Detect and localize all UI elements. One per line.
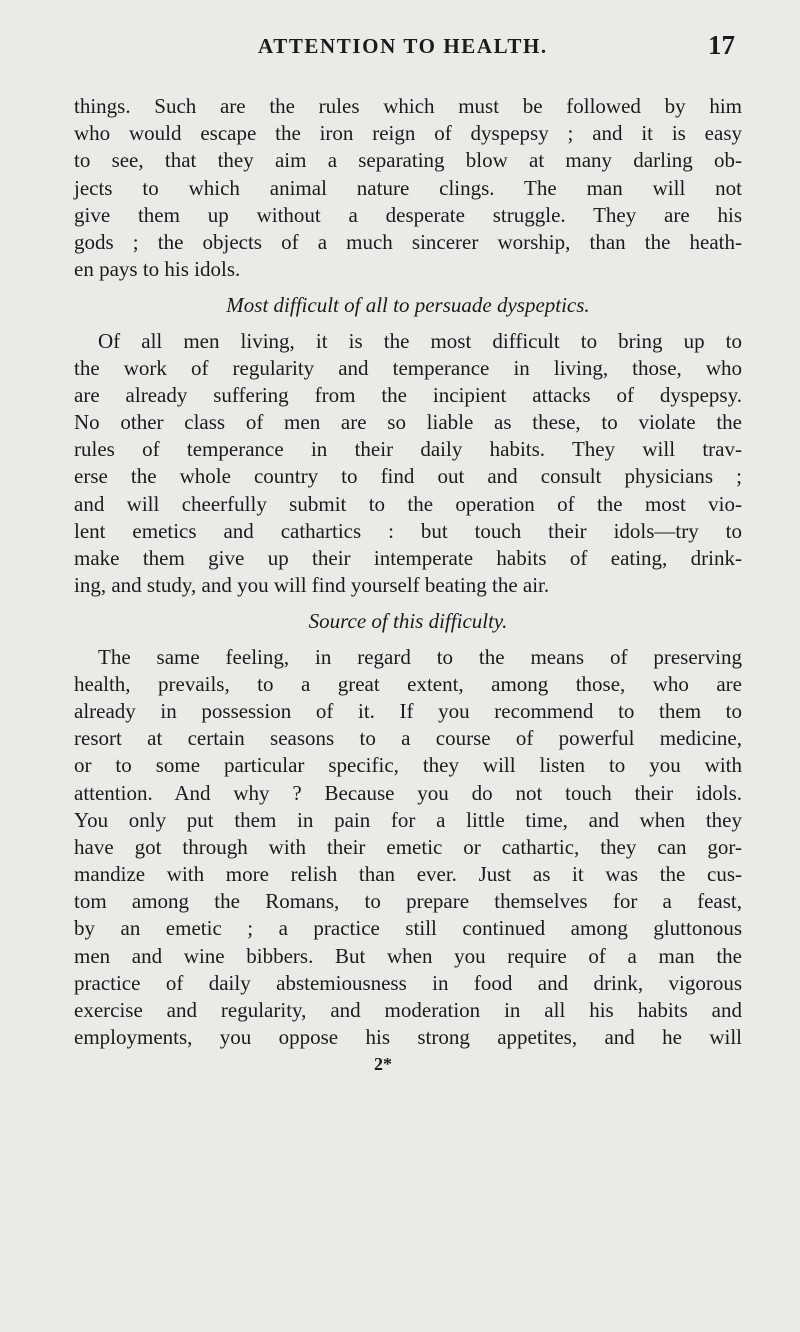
text-line: or to some particular specific, they will listen to you with	[74, 753, 742, 778]
text-line: men and wine bibbers. But when you require of a man the	[74, 943, 742, 968]
page-header	[0, 30, 800, 74]
section-heading: Source of this difficulty.	[308, 609, 508, 634]
text-line: rules of temperance in their daily habits. They will trav-	[74, 437, 742, 462]
text-line: practice of daily abstemiousness in food and drink, vigorous	[74, 970, 742, 995]
text-line: Of all men living, it is the most difficult to bring up to	[98, 328, 742, 353]
text-line: resort at certain seasons to a course of powerful medicine,	[74, 726, 742, 751]
text-line: attention. And why ? Because you do not touch their idols.	[74, 780, 742, 805]
text-line: by an emetic ; a practice still continued among gluttonous	[74, 916, 742, 941]
text-line: give them up without a desperate struggle. They are his	[74, 202, 742, 227]
text-line: No other class of men are so liable as these, to violate the	[74, 410, 742, 435]
text-line: The same feeling, in regard to the means of preserving	[98, 644, 742, 669]
page-number: 17	[708, 30, 735, 60]
text-line: erse the whole country to find out and consult physicians ;	[74, 464, 742, 489]
text-line: already in possession of it. If you recommend to them to	[74, 698, 742, 723]
running-title: ATTENTION TO HEALTH.	[258, 34, 548, 58]
text-line: lent emetics and cathartics : but touch their idols—try to	[74, 518, 742, 543]
text-line: the work of regularity and temperance in living, those, who	[74, 355, 742, 380]
text-line: exercise and regularity, and moderation in all his habits and	[74, 998, 742, 1022]
text-line: are already suffering from the incipient attacks of dyspepsy.	[74, 382, 742, 407]
text-line: who would escape the iron reign of dyspepsy ; and it is easy	[74, 121, 742, 146]
text-line: to see, that they aim a separating blow at many darling ob-	[74, 148, 742, 173]
text-line: jects to which animal nature clings. The man will not	[74, 175, 742, 200]
text-line: health, prevails, to a great extent, among those, who are	[74, 671, 742, 696]
text-line: and will cheerfully submit to the operation of the most vio-	[74, 491, 742, 516]
text-line: make them give up their intemperate habits of eating, drink-	[74, 546, 742, 570]
body-text	[74, 93, 742, 1075]
text-line: things. Such are the rules which must be followed by him	[74, 94, 742, 118]
text-line: mandize with more relish than ever. Just as it was the cus-	[74, 862, 742, 887]
text-line: have got through with their emetic or cathartic, they can gor-	[74, 834, 742, 859]
text-line: tom among the Romans, to prepare themselves for a feast,	[74, 889, 742, 914]
text-line: en pays to his idols.	[74, 257, 241, 282]
text-line: gods ; the objects of a much sincerer worship, than the heath-	[74, 229, 742, 254]
section-heading: Most difficult of all to persuade dyspeptics.	[226, 293, 590, 318]
text-line: You only put them in pain for a little time, and when they	[74, 807, 742, 832]
signature-mark: 2*	[374, 1054, 392, 1075]
text-line: ing, and study, and you will find yourself beating the air.	[74, 573, 550, 598]
text-line: employments, you oppose his strong appetites, and he will	[74, 1025, 742, 1050]
